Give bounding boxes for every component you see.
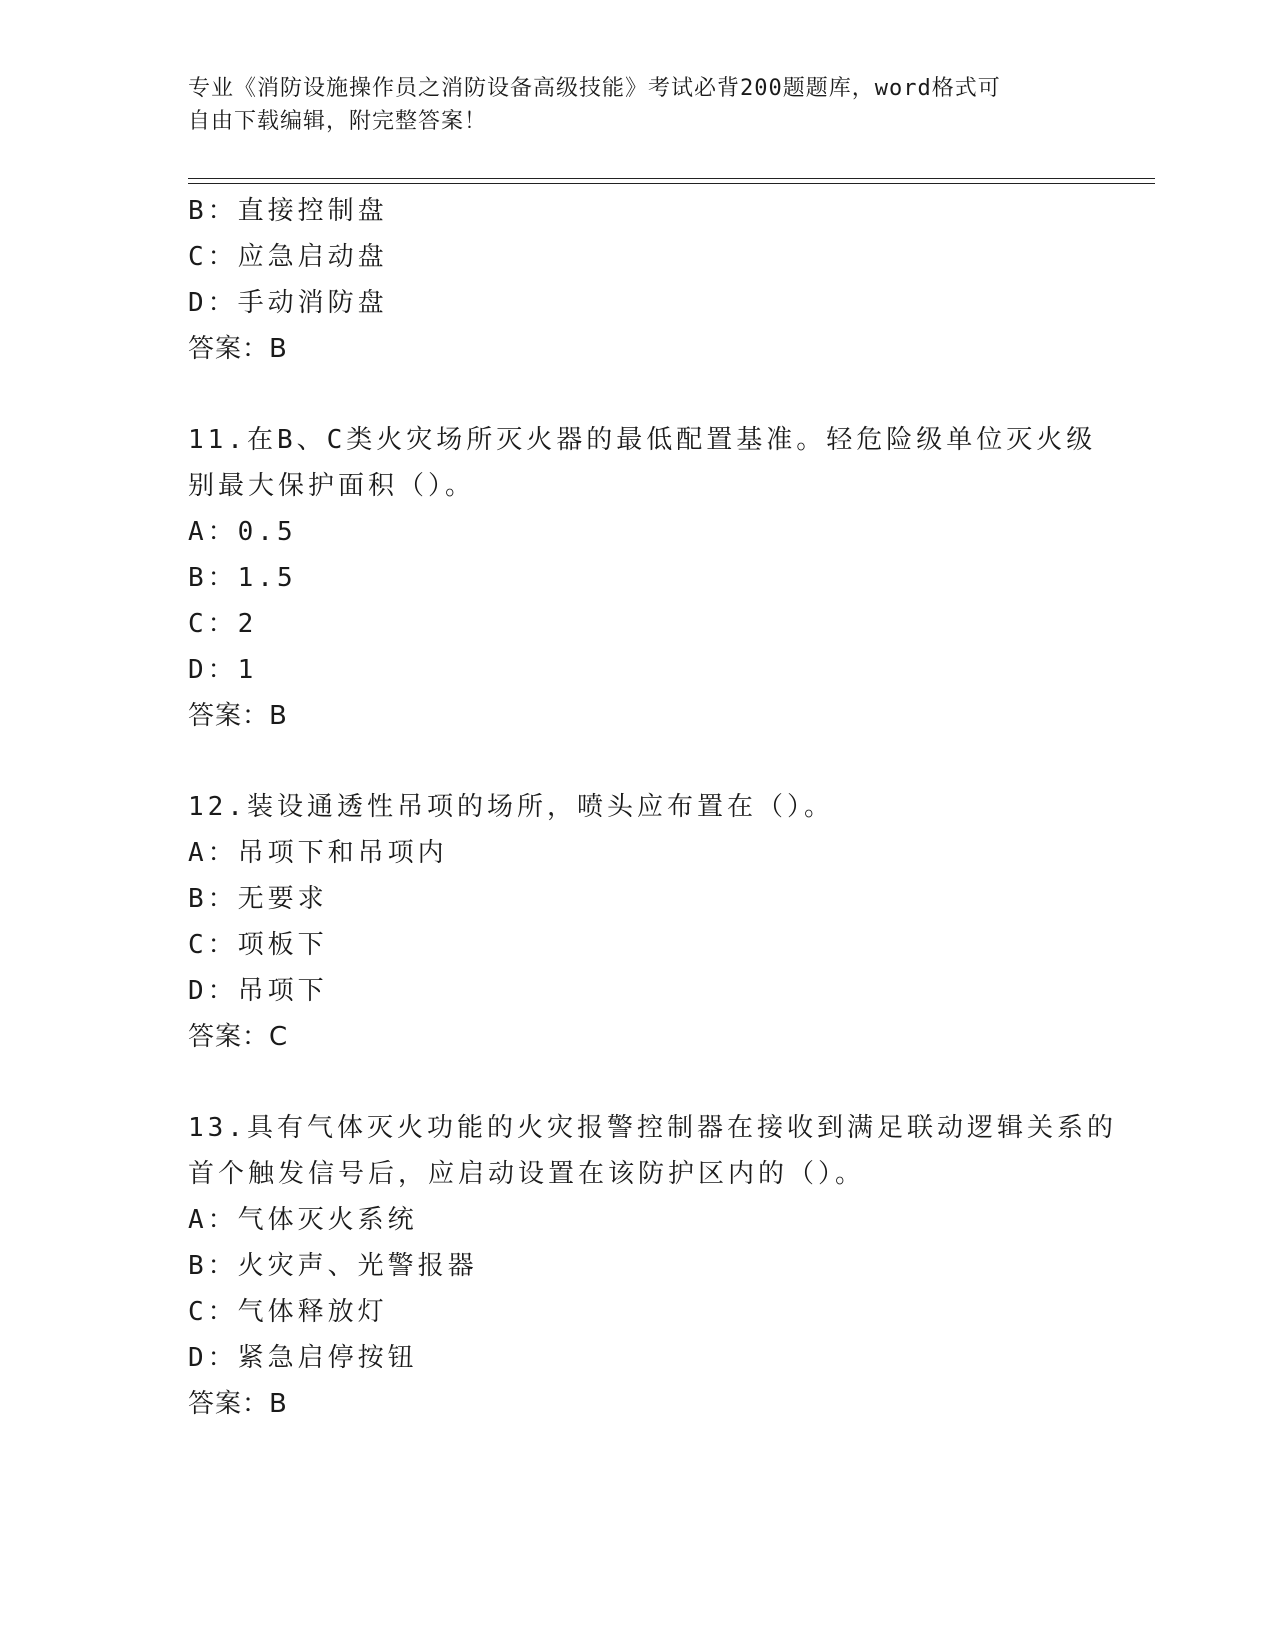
option-d: D：1 xyxy=(188,655,258,685)
question-stem-continued: 别最大保护面积（）。 xyxy=(188,471,476,501)
question-stem: 13.具有气体灭火功能的火灾报警控制器在接收到满足联动逻辑关系的 xyxy=(188,1113,1117,1143)
option-c: C：项板下 xyxy=(188,930,328,960)
header-rule-bottom xyxy=(188,183,1155,184)
answer-line: 答案：B xyxy=(188,1389,288,1419)
option-c: C：2 xyxy=(188,609,258,639)
header-line-1: 专业《消防设施操作员之消防设备高级技能》考试必背200题题库，word格式可 xyxy=(188,76,1001,101)
question-11 xyxy=(188,417,1097,739)
option-c: C：应急启动盘 xyxy=(188,242,388,272)
question-10-continued xyxy=(188,188,1088,372)
option-a: A：气体灭火系统 xyxy=(188,1205,418,1235)
option-d: D：紧急启停按钮 xyxy=(188,1343,418,1373)
option-a: A：吊项下和吊项内 xyxy=(188,838,448,868)
header-line-2: 自由下载编辑，附完整答案！ xyxy=(188,109,488,134)
spacer xyxy=(188,1060,1088,1105)
header-rule-top xyxy=(188,178,1155,179)
option-b: B：火灾声、光警报器 xyxy=(188,1251,478,1281)
question-stem: 11.在B、C类火灾场所灭火器的最低配置基准。轻危险级单位灭火级 xyxy=(188,425,1097,455)
question-list xyxy=(188,188,1117,1427)
answer-line: 答案：B xyxy=(188,701,288,731)
spacer xyxy=(188,739,1088,784)
question-stem-continued: 首个触发信号后，应启动设置在该防护区内的（）。 xyxy=(188,1159,866,1189)
option-a: A：0.5 xyxy=(188,517,297,547)
spacer xyxy=(188,372,1088,417)
option-c: C：气体释放灯 xyxy=(188,1297,388,1327)
answer-line: 答案：B xyxy=(188,334,288,364)
option-b: B：1.5 xyxy=(188,563,297,593)
document-header xyxy=(188,72,1088,138)
question-stem: 12.装设通透性吊项的场所，喷头应布置在（）。 xyxy=(188,792,834,822)
question-13 xyxy=(188,1105,1117,1427)
answer-line: 答案：C xyxy=(188,1022,289,1052)
question-12 xyxy=(188,784,1088,1060)
option-d: D：手动消防盘 xyxy=(188,288,388,318)
option-d: D：吊项下 xyxy=(188,976,328,1006)
option-b: B：无要求 xyxy=(188,884,328,914)
option-b: B：直接控制盘 xyxy=(188,196,388,226)
